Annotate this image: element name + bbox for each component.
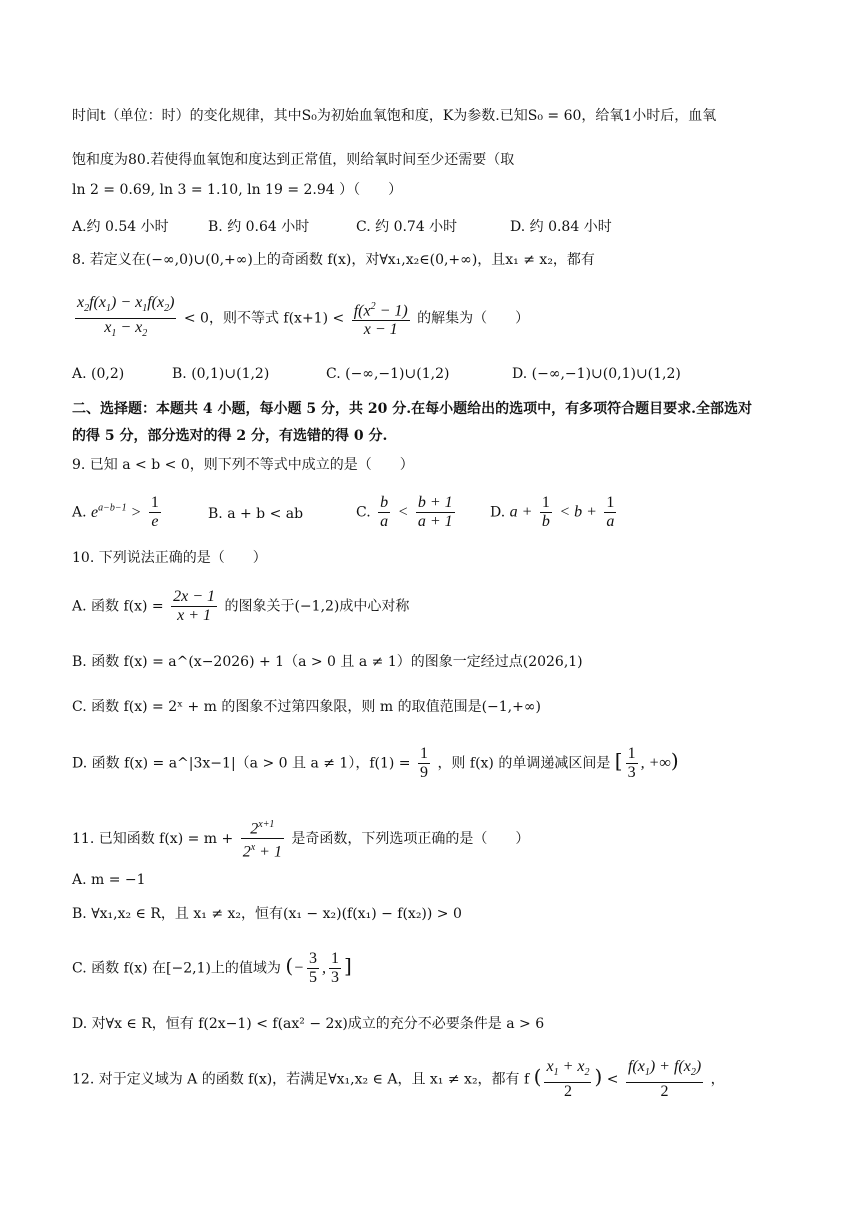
q11-option-b: B. ∀x₁,x₂ ∈ R，且 x₁ ≠ x₂，恒有(x₁ − x₂)(f(x₁) − f(x₂)) > 0 <box>72 906 462 922</box>
q8-option-d: D. (−∞,−1)∪(0,1)∪(1,2) <box>512 366 681 382</box>
q12-stem: 12. 对于定义域为 A 的函数 f(x)，若满足∀x₁,x₂ ∈ A，且 x₁ ≠ x₂，都有 f ( $\frac{x_1 + x_2}{2}$ ) < $\frac{f(x_1) + f(x_2)}{2}$ ， <box>72 1058 725 1101</box>
q8-condition-fraction: $\frac{x_2f(x_1) - x_1f(x_2)}{x_1 - x_2}$ <box>77 294 175 340</box>
q8-inequality-text: < 0，则不等式 f(x+1) < <box>183 310 345 327</box>
q8-option-a: A. (0,2) <box>72 366 125 382</box>
section-2-heading-line-1: 二、选择题：本题共 4 小题，每小题 5 分，共 20 分.在每小题给出的选项中，有多项符合题目要求.全部选对 <box>72 401 752 417</box>
q7-option-b: B. 约 0.64 小时 <box>208 219 310 235</box>
q11-option-c: C. 函数 f(x) 在[−2,1)上的值域为 (− $\frac{3}{5}$ , $\frac{1}{3}$ ] <box>72 950 352 986</box>
q7-option-d: D. 约 0.84 小时 <box>510 219 612 235</box>
q8-solution-text: 的解集为（ ） <box>417 310 530 327</box>
q7-line-2: 饱和度为80.若使得血氧饱和度达到正常值，则给氧时间至少还需要（取 <box>72 152 515 168</box>
q9-stem: 9. 已知 a < b < 0，则下列不等式中成立的是（ ） <box>72 457 414 473</box>
q9-option-b: B. a + b < ab <box>208 506 304 522</box>
q9-option-c: C. $\frac{b}{a}$ < $\frac{b + 1}{a + 1}$ <box>356 494 453 530</box>
q9-option-d: D. a + $\frac{1}{b}$ < b + $\frac{1}{a}$ <box>490 494 615 530</box>
q10-option-d: D. 函数 f(x) = a^|3x−1|（a > 0 且 a ≠ 1），f(1) = $\frac{1}{9}$ ，则 f(x) 的单调递减区间是 [ $\frac{1}{3}$ , +∞) <box>72 745 679 781</box>
q7-option-c: C. 约 0.74 小时 <box>356 219 458 235</box>
q7-line-1: 时间t（单位：时）的变化规律，其中S₀为初始血氧饱和度，K为参数.已知S₀ = 60，给氧1小时后，血氧 <box>72 108 717 124</box>
q11-option-a: A. m = −1 <box>72 872 146 888</box>
q10-option-b: B. 函数 f(x) = a^(x−2026) + 1（a > 0 且 a ≠ 1）的图象一定经过点(2026,1) <box>72 654 583 670</box>
q8-line-1: 8. 若定义在(−∞,0)∪(0,+∞)上的奇函数 f(x)，对∀x₁,x₂∈(0,+∞)，且x₁ ≠ x₂，都有 <box>72 252 595 268</box>
q10-stem: 10. 下列说法正确的是（ ） <box>72 550 267 566</box>
q10-option-a: A. 函数 f(x) = $\frac{2x - 1}{x + 1}$ 的图象关于(−1,2)成中心对称 <box>72 588 410 624</box>
q11-option-d: D. 对∀x ∈ R，恒有 f(2x−1) < f(ax² − 2x)成立的充分不必要条件是 a > 6 <box>72 1016 545 1032</box>
q7-option-a: A.约 0.54 小时 <box>72 219 169 235</box>
q10-option-c: C. 函数 f(x) = 2ˣ + m 的图象不过第四象限，则 m 的取值范围是(−1,+∞) <box>72 699 541 715</box>
q11-stem: 11. 已知函数 f(x) = m + $\frac{2^{x+1}}{2^x + 1}$ 是奇函数，下列选项正确的是（ ） <box>72 816 529 862</box>
q8-option-b: B. (0,1)∪(1,2) <box>172 366 270 382</box>
q7-line-3: ln 2 = 0.69, ln 3 = 1.10, ln 19 = 2.94 ）（ ） <box>72 182 403 198</box>
q8-rhs-fraction: $\frac{f(x^2 - 1)}{x - 1}$ <box>352 298 410 339</box>
q8-line-2 <box>72 294 529 344</box>
section-2-heading-line-2: 的得 5 分，部分选对的得 2 分，有选错的得 0 分. <box>72 428 388 444</box>
q9-option-a: A. $e^{a-b-1}$ > $\frac{1}{e}$ <box>72 494 159 530</box>
q8-option-c: C. (−∞,−1)∪(1,2) <box>326 366 450 382</box>
